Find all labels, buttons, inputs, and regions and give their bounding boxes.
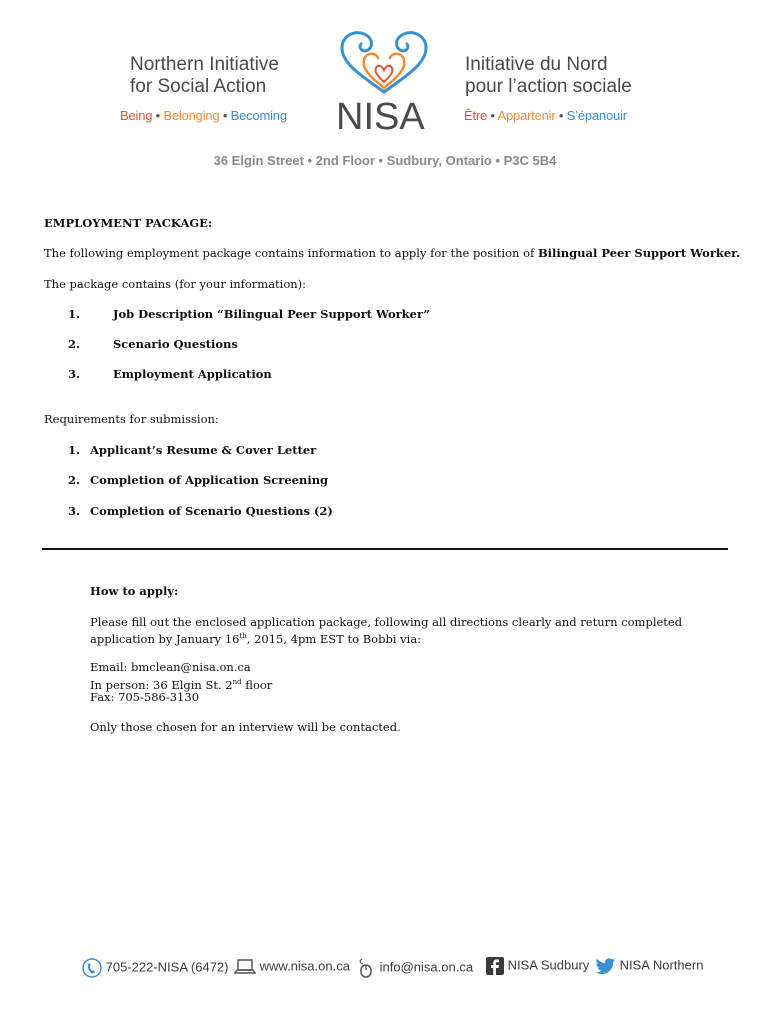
footer-twitter[interactable]: NISA Northern [596, 957, 703, 981]
footer-email[interactable]: info@nisa.on.ca [356, 957, 473, 981]
footer-phone[interactable]: 705-222-NISA (6472) [82, 957, 228, 981]
logo-text: NISA [336, 96, 425, 138]
apply-note: Only those chosen for an interview will be contacted. [90, 720, 401, 734]
twitter-icon [596, 957, 616, 975]
tagline-french: Être • Appartenir • S’épanouir [464, 108, 627, 123]
org-name-french: Initiative du Nord pour l’action sociale [465, 54, 632, 97]
footer-website[interactable]: www.nisa.on.ca [234, 957, 350, 981]
contains-label: The package contains (for your information): [44, 277, 307, 291]
requirement-number: 3. [68, 504, 81, 518]
mouse-icon [356, 957, 376, 979]
apply-in-person: In person: 36 Elgin St. 2nd floor [90, 677, 273, 692]
apply-heading: How to apply: [90, 584, 179, 598]
requirements-label: Requirements for submission: [44, 412, 219, 426]
address-line: 36 Elgin Street • 2nd Floor • Sudbury, Ontario • P3C 5B4 [213, 153, 557, 168]
requirement-item: Completion of Scenario Questions (2) [90, 504, 333, 518]
package-heading: EMPLOYMENT PACKAGE: [44, 216, 213, 230]
contents-item: Job Description “Bilingual Peer Support Worker” [113, 307, 431, 321]
apply-email[interactable]: Email: bmclean@nisa.on.ca [90, 660, 251, 674]
laptop-icon [234, 957, 256, 977]
contents-number: 3. [68, 367, 81, 381]
requirement-item: Completion of Application Screening [90, 473, 329, 487]
contents-number: 1. [68, 307, 81, 321]
requirement-number: 2. [68, 473, 81, 487]
contents-item: Scenario Questions [113, 337, 238, 351]
position-title: Bilingual Peer Support Worker. [537, 246, 741, 260]
tagline-english: Being • Belonging • Becoming [120, 108, 287, 123]
apply-fax: Fax: 705-586-3130 [90, 690, 200, 704]
apply-instructions-line1: Please fill out the enclosed application package, following all directions clearly and return completed [90, 615, 683, 629]
contents-item: Employment Application [113, 367, 272, 381]
section-divider [42, 548, 728, 550]
requirement-item: Applicant’s Resume & Cover Letter [90, 443, 317, 457]
org-name-english: Northern Initiative for Social Action [130, 54, 279, 97]
facebook-icon [486, 957, 504, 975]
phone-icon [82, 957, 102, 979]
apply-instructions-line2: application by January 16th, 2015, 4pm EST to Bobbi via: [90, 631, 422, 646]
footer-facebook[interactable]: NISA Sudbury [486, 957, 589, 981]
contents-number: 2. [68, 337, 81, 351]
intro-paragraph: The following employment package contains information to apply for the position of Bilingual Peer Support Worker. [44, 246, 741, 260]
requirement-number: 1. [68, 443, 81, 457]
